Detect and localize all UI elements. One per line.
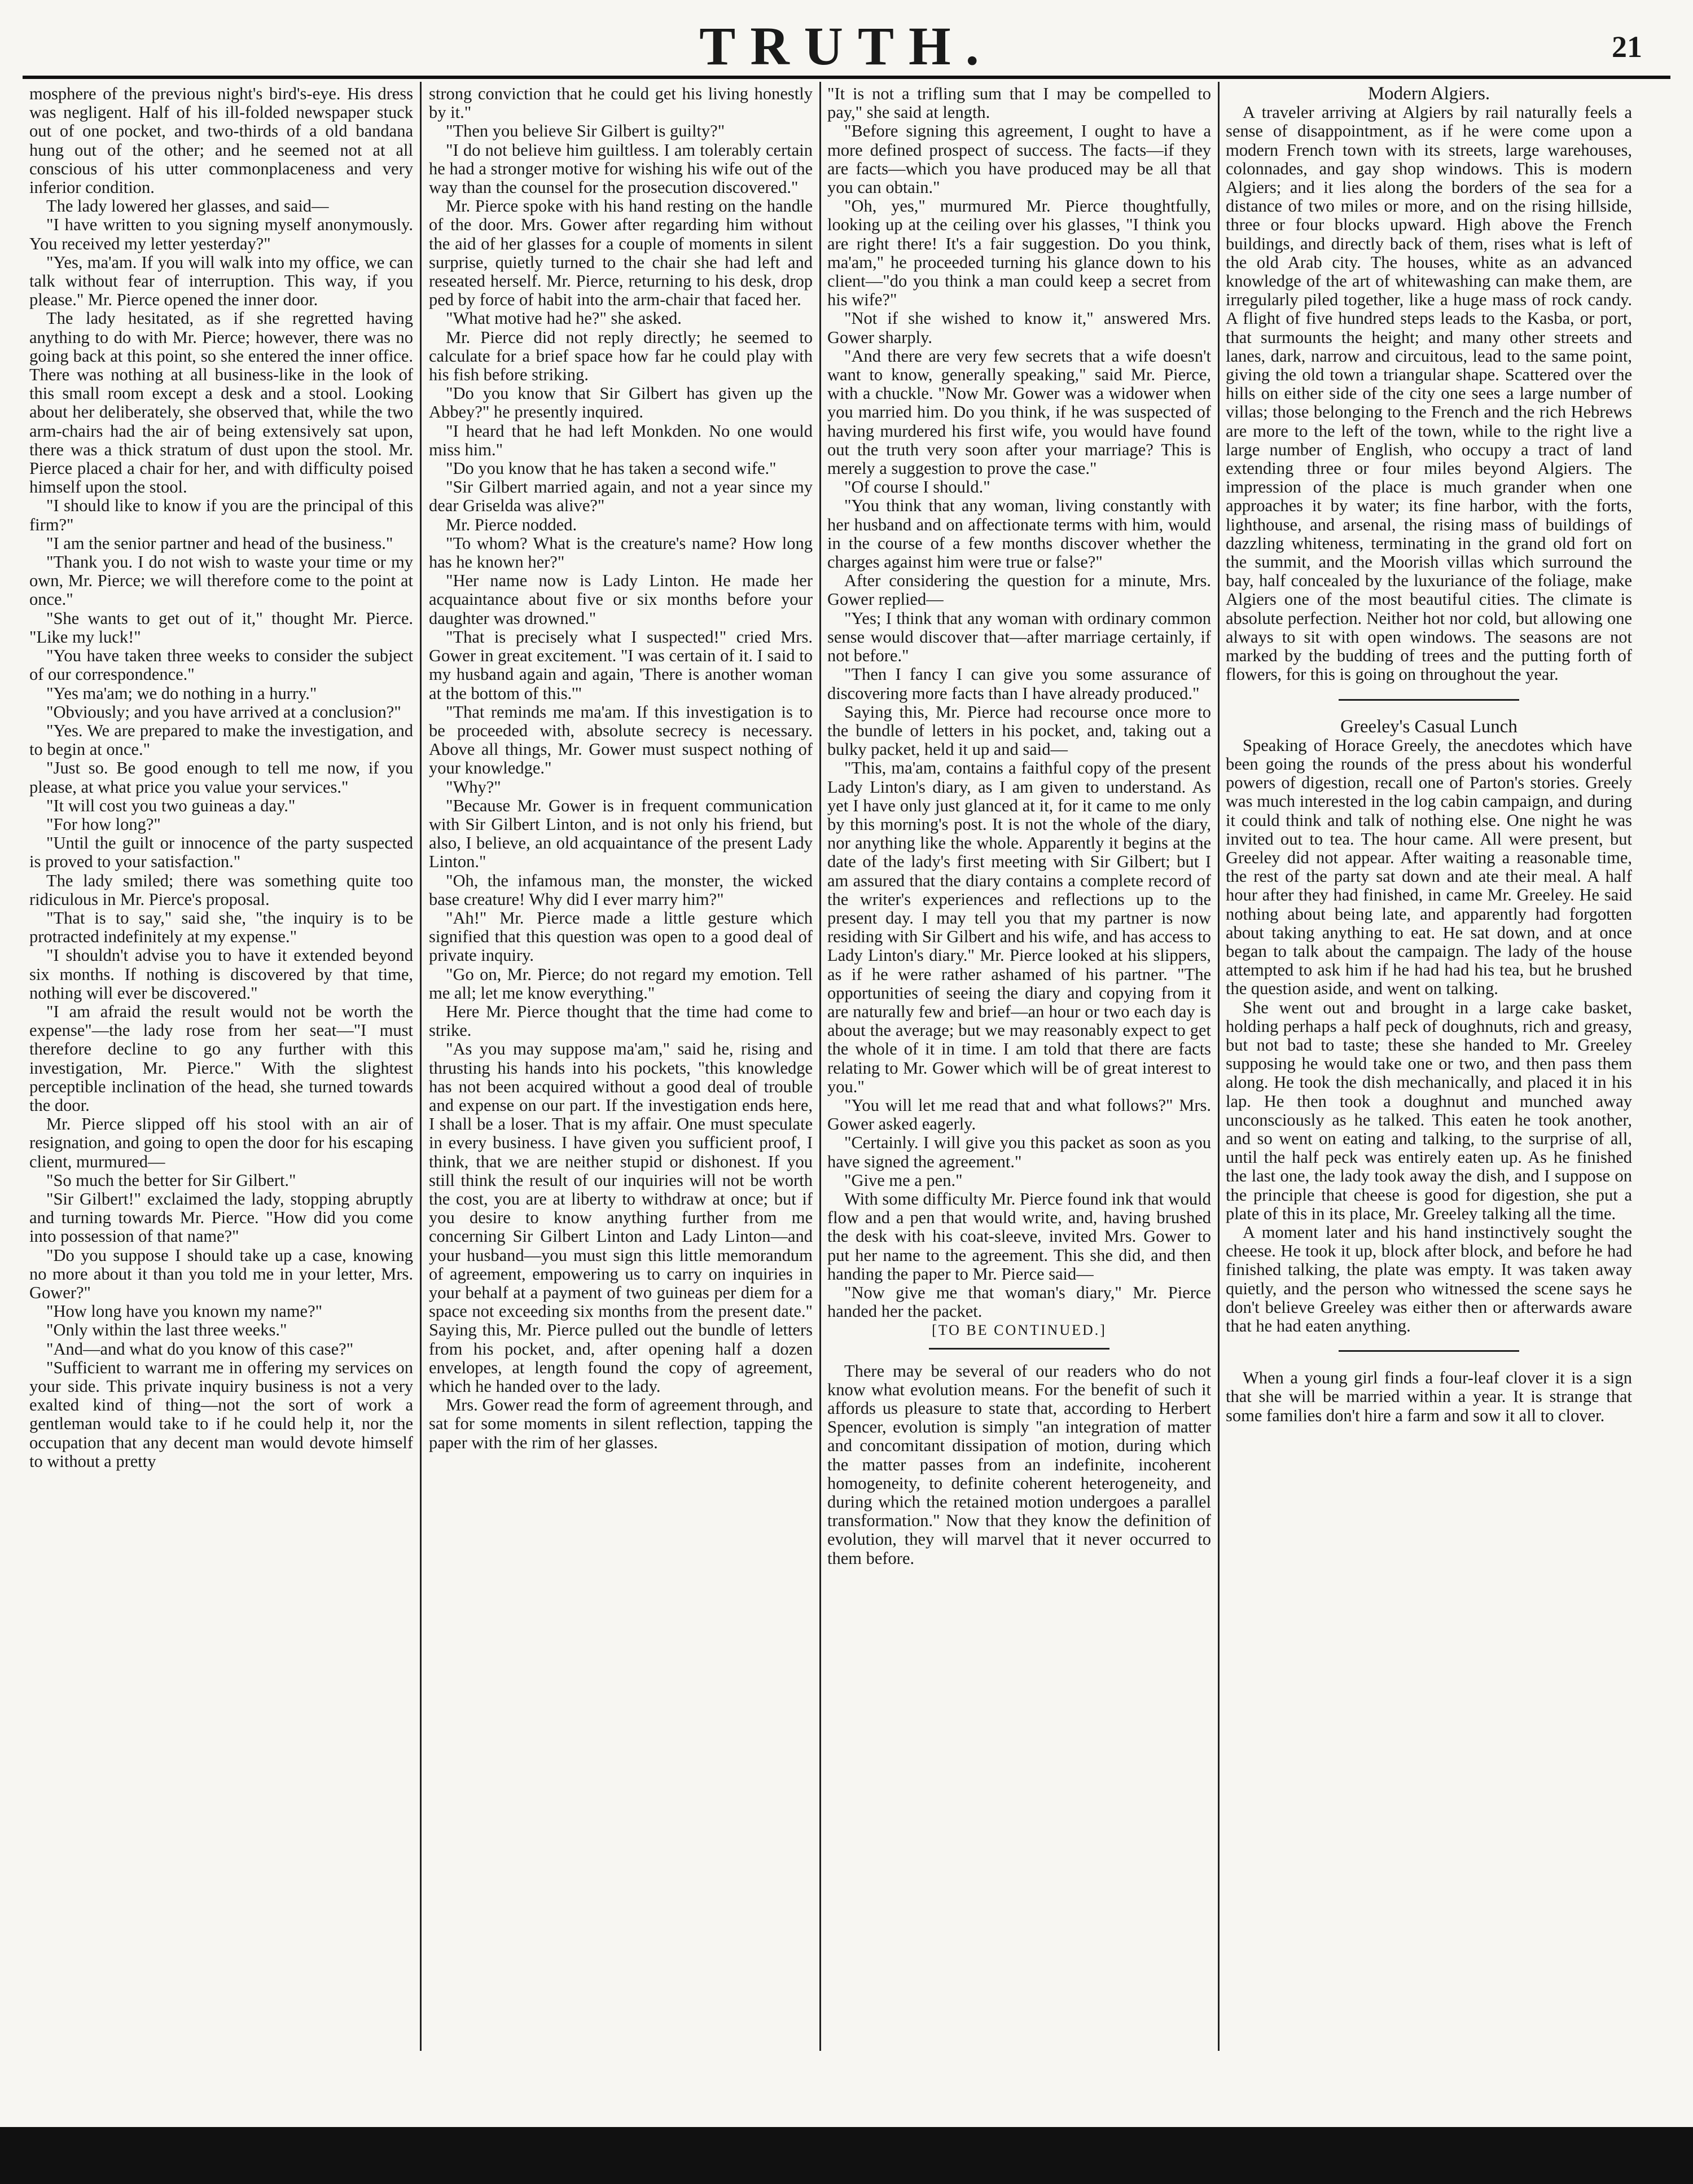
story-paragraph: Mr. Pierce slipped off his stool with an air of resignation, and going to open the door for his escaping client, murmured— (29, 1114, 413, 1171)
story-paragraph: "It will cost you two guineas a day." (46, 796, 296, 815)
story-paragraph: "Before signing this agreement, I ought to have a more defined prospect of success. The facts—if they are facts—which you have produced may be all that you can obtain." (827, 121, 1211, 197)
story-paragraph: "Oh, the infamous man, the monster, the wicked base creature! Why did I ever marry him?" (429, 871, 813, 909)
story-paragraph: "Oh, yes," murmured Mr. Pierce thoughtfully, looking up at the ceiling over his glasses, "I think you are right there! It's a fair suggestion. Do you think, ma'am," he proceeded turning his glance down to his client—"do you think a man could keep a secret from his wife?" (827, 196, 1211, 310)
story-paragraph: "Then I fancy I can give you some assurance of discovering more facts than I have already produced." (827, 665, 1211, 703)
story-paragraph: "Why?" (446, 777, 501, 797)
story-paragraph: "This, ma'am, contains a faithful copy of the present Lady Linton's diary, as I am given to understand. As yet I have only just glanced at it, for it came to me only by this morning's post. It is not the whole of the diary, nor anything like the whole. Apparently it begins at the date of the lady's first meeting with Sir Gilbert; but I am assured that the diary contains a complete record of the writer's experiences and reflections up to the present day. I may tell you that my partner is now residing with Sir Gilbert and his wife, and has access to Lady Linton's diary." Mr. Pierce looked at his slippers, as if he were rather ashamed of his partner. "The opportunities of seeing the diary and copying from it are naturally few and brief—an hour or two each day is about the average; but we may reasonably expect to get the whole of it in time. I am told that there are facts relating to Mr. Gower which will be of great interest to you." (827, 758, 1211, 1096)
story-paragraph: "You think that any woman, living constantly with her husband and on affectionate terms with him, would in the course of a few months discover whether the charges against him were true or false?" (827, 496, 1211, 572)
column-rule-2 (819, 82, 821, 2051)
story-paragraph: After considering the question for a minute, Mrs. Gower replied— (827, 571, 1211, 609)
story-paragraph: "I am afraid the result would not be worth the expense"—the lady rose from her seat—"I must therefore decline to go any further with this investigation, Mr. Pierce." With the slightest perceptible inclination of the head, she turned towards the door. (29, 1001, 413, 1115)
algiers-paragraph: A traveler arriving at Algiers by rail naturally feels a sense of disappointment, as if he were come upon a modern French town with its streets, large warehouses, colonnades, and gay shop windows. This is modern Algiers; and it lies along the borders of the sea for a distance of two miles or more, and on the rising hillside, three or four blocks upward. High above the French buildings, and directly back of them, rises what is left of the old Arab city. The houses, white as an advanced knowledge of the art of whitewashing can make them, are irregularly piled together, like a huge mass of rock candy. A flight of five hundred steps leads to the Kasba, or port, that surmounts the height; and many other streets and lanes, dark, narrow and circuitous, lead to the same point, giving the old town a triangular shape. Scattered over the hills on either side of the city one sees a large number of villas; those belonging to the French and the rich Hebrews are more to the left of the town, while to the right live a large number of English, who occupy a tract of land extending three or four miles beyond Algiers. The impression of the place is much grander when one approaches it by water; its fine harbor, with the forts, lighthouse, and arsenal, the rising mass of buildings of dazzling whiteness, terminating in the grand old fort on the summit, and the Moorish villas which surround the bay, half concealed by the luxuriance of the foliage, make Algiers one of the most beautiful cities. The climate is absolute perfection. Neither hot nor cold, but allowing one always to sit with open windows. The seasons are not marked by the budding of trees and the putting forth of flowers, for this is going on throughout the year. (1226, 103, 1632, 684)
story-paragraph: Here Mr. Pierce thought that the time had come to strike. (429, 1001, 813, 1040)
story-paragraph: "I have written to you signing myself anonymously. You received my letter yesterday?" (29, 215, 413, 253)
story-paragraph: "Until the guilt or innocence of the party suspected is proved to your satisfaction." (29, 833, 413, 872)
story-paragraph: "And—and what do you know of this case?" (46, 1339, 354, 1359)
story-paragraph: "Sir Gilbert married again, and not a year since my dear Griselda was alive?" (429, 477, 813, 516)
story-paragraph: "Because Mr. Gower is in frequent communication with Sir Gilbert Linton, and is not only his friend, but also, I believe, an old acquaintance of the present Lady Linton." (429, 796, 813, 872)
column-3 (827, 85, 1211, 2031)
story-paragraph: "Go on, Mr. Pierce; do not regard my emotion. Tell me all; let me know everything." (429, 964, 813, 1003)
story-paragraph: "Ah!" Mr. Pierce made a little gesture which signified that this question was open to a good deal of private inquiry. (429, 908, 813, 965)
story-paragraph: "It is not a trifling sum that I may be compelled to pay," she said at length. (827, 85, 1211, 122)
greeley-paragraph: Speaking of Horace Greely, the anecdotes which have been going the rounds of the press about his wonderful powers of digestion, recall one of Parton's stories. Greely was much interested in the log cabin campaign, and during it could think and talk of nothing else. One night he was invited out to tea. The hour came. All were present, but Greeley did not appear. After waiting a reasonable time, the rest of the party sat down and ate their meal. A half hour after they had finished, in came Mr. Greeley. He said nothing about being late, and apparently had forgotten about taking anything to eat. He sat down, and at once began to talk about the campaign. The lady of the house attempted to ask him if he had had his tea, but he brushed the question aside, and went on talking. (1226, 735, 1632, 999)
story-paragraph: "Sufficient to warrant me in offering my services on your side. This private inquiry business is not a very exalted kind of thing—not the sort of work a gentleman would take to if he could help it, nor the occupation that any decent man would devote himself to without a pretty (29, 1357, 413, 1471)
story-paragraph: "For how long?" (46, 814, 161, 834)
story-paragraph: Mrs. Gower read the form of agreement through, and sat for some moments in silent reflection, tapping the paper with the rim of her glasses. (429, 1395, 813, 1452)
story-paragraph: "Then you believe Sir Gilbert is guilty?" (446, 121, 725, 141)
story-paragraph: "Not if she wished to know it," answered Mrs. Gower sharply. (827, 309, 1211, 347)
story-paragraph: "That reminds me ma'am. If this investigation is to be proceeded with, absolute secrecy is necessary. Above all things, Mr. Gower must suspect nothing of your knowledge." (429, 702, 813, 778)
story-paragraph: "Obviously; and you have arrived at a conclusion?" (46, 702, 401, 722)
clover-paragraph: When a young girl finds a four-leaf clover it is a sign that she will be married within a year. It is strange that some families don't hire a farm and sow it all to clover. (1226, 1368, 1632, 1425)
story-paragraph: "Yes, ma'am. If you will walk into my office, we can talk without fear of interruption. This way, if you please." Mr. Pierce opened the inner door. (29, 252, 413, 310)
story-paragraph: "Do you know that he has taken a second wife." (446, 459, 777, 478)
story-paragraph: "She wants to get out of it," thought Mr. Pierce. "Like my luck!" (29, 608, 413, 647)
article-divider (929, 1348, 1109, 1350)
story-paragraph: "I am the senior partner and head of the business." (46, 533, 393, 553)
story-paragraph: "Do you suppose I should take up a case, knowing no more about it than you told me in your letter, Mrs. Gower?" (29, 1245, 413, 1302)
story-paragraph: "I should like to know if you are the principal of this firm?" (29, 496, 413, 534)
story-paragraph: "As you may suppose ma'am," said he, rising and thrusting his hands into his pockets, "this knowledge has not been acquired without a good deal of trouble and expense on our part. If the investigation ends here, I shall be a loser. That is my affair. One must speculate in every business. I have given you sufficient proof, I think, that we are neither stupid or dishonest. If you still think the result of our inquiries will not be worth the cost, you are at liberty to withdraw at once; but if you desire to know anything further from me concerning Sir Gilbert Linton and Lady Linton—and your husband—you must sign this little memorandum of agreement, empowering us to carry on inquiries in your behalf at a payment of two guineas per diem for a space not exceeding six months from the present date." Saying this, Mr. Pierce pulled out the bundle of letters from his pocket, and, after opening half a dozen envelopes, at length found the copy of agreement, which he handed over to the lady. (429, 1039, 813, 1396)
story-paragraph: "I do not believe him guiltless. I am tolerably certain he had a stronger motive for wishing his wife out of the way than the counsel for the prosecution discovered." (429, 140, 813, 197)
story-paragraph: "Thank you. I do not wish to waste your time or my own, Mr. Pierce; we will therefore come to the point at once." (29, 552, 413, 609)
story-paragraph: The lady smiled; there was something quite too ridiculous in Mr. Pierce's proposal. (29, 871, 413, 909)
story-paragraph: "How long have you known my name?" (46, 1302, 323, 1321)
story-paragraph: "Of course I should." (844, 477, 990, 497)
story-paragraph: "You have taken three weeks to consider the subject of our correspondence." (29, 646, 413, 684)
story-paragraph: The lady hesitated, as if she regretted having anything to do with Mr. Pierce; however, there was no going back at this point, so she entered the inner office. There was nothing at all business-like in the look of this small room except a desk and a stool. Looking about her deliberately, she observed that, while the two arm-chairs had the air of being extensively sat upon, there was a thick stratum of dust upon the stool. Mr. Pierce placed a chair for her, and with difficulty poised himself upon the stool. (29, 309, 413, 497)
story-paragraph: "What motive had he?" she asked. (446, 309, 682, 328)
column-2 (429, 85, 813, 2031)
story-paragraph: strong conviction that he could get his living honestly by it." (429, 85, 813, 122)
story-paragraph: "Just so. Be good enough to tell me now, if you please, at what price you value your services." (29, 758, 413, 797)
algiers-heading: Modern Algiers. (1367, 85, 1490, 104)
story-paragraph: "Her name now is Lady Linton. He made her acquaintance about five or six months before your daughter was drowned." (429, 571, 813, 628)
story-paragraph: Mr. Pierce nodded. (446, 515, 577, 534)
scan-border (0, 2127, 1693, 2184)
story-paragraph: "To whom? What is the creature's name? How long has he known her?" (429, 533, 813, 572)
masthead-title: TRUTH. (699, 16, 994, 76)
article-divider (1339, 699, 1519, 701)
story-paragraph: "I heard that he had left Monkden. No one would miss him." (429, 421, 813, 459)
story-paragraph: "Yes ma'am; we do nothing in a hurry." (46, 683, 317, 703)
story-paragraph: "I shouldn't advise you to have it extended beyond six months. If nothing is discovered by that time, nothing will ever be discovered." (29, 946, 413, 1003)
evolution-paragraph: There may be several of our readers who do not know what evolution means. For the benefit of such it affords us pleasure to state that, according to Herbert Spencer, evolution is simply "an integration of matter and concomitant dissipation of motion, during which the matter passes from an indefinite, incoherent homogeneity, to definite coherent heterogeneity, and during which the retained motion undergoes a parallel transformation." Now that they know the definition of evolution, they will marvel that it never occurred to them before. (827, 1361, 1211, 1568)
story-paragraph: "And there are very few secrets that a wife doesn't want to know, generally speaking," said Mr. Pierce, with a chuckle. "Now Mr. Gower was a widower when you married him. Do you think, if he was suspected of having murdered his first wife, you would have found out the truth very soon after your marriage? This is merely a suggestion to prove the case." (827, 346, 1211, 478)
story-paragraph: Mr. Pierce did not reply directly; he seemed to calculate for a brief space how far he could play with his fish before striking. (429, 327, 813, 385)
column-rule-1 (420, 82, 422, 2051)
story-paragraph: mosphere of the previous night's bird's-eye. His dress was negligent. Half of his ill-folded newspaper stuck out of one pocket, and two-thirds of a old bandana hung out of the other; and he seemed not at all conscious of his utter commonplaceness and very inferior condition. (29, 85, 413, 197)
story-paragraph: Mr. Pierce spoke with his hand resting on the handle of the door. Mrs. Gower after regarding him without the aid of her glasses for a couple of moments in silent surprise, quietly turned to the chair she had left and reseated herself. Mr. Pierce, returning to his desk, drop ped by force of habit into the arm-chair that faced her. (429, 196, 813, 310)
column-rule-3 (1218, 82, 1220, 2051)
story-paragraph: "Certainly. I will give you this packet as soon as you have signed the agreement." (827, 1133, 1211, 1171)
greeley-heading: Greeley's Casual Lunch (1340, 716, 1517, 737)
story-paragraph: "That is to say," said she, "the inquiry is to be protracted indefinitely at my expense." (29, 908, 413, 947)
column-4 (1226, 85, 1632, 2031)
story-paragraph: "Only within the last three weeks." (46, 1320, 287, 1340)
story-paragraph: "Sir Gilbert!" exclaimed the lady, stopping abruptly and turning towards Mr. Pierce. "How did you come into possession of that name?" (29, 1189, 413, 1246)
story-paragraph: "So much the better for Sir Gilbert." (46, 1170, 296, 1190)
story-paragraph: "You will let me read that and what follows?" Mrs. Gower asked eagerly. (827, 1095, 1211, 1134)
masthead-rule (23, 76, 1670, 79)
story-paragraph: With some difficulty Mr. Pierce found ink that would flow and a pen that would write, and, having brushed the desk with his coat-sleeve, invited Mrs. Gower to put her name to the agreement. This she did, and then handing the paper to Mr. Pierce said— (827, 1189, 1211, 1284)
story-paragraph: The lady lowered her glasses, and said— (46, 196, 329, 216)
greeley-paragraph: A moment later and his hand instinctively sought the cheese. He took it up, block after block, and before he had finished talking, the plate was empty. It was taken away quietly, and the person who witnessed the scene says he don't believe Greeley was either then or afterwards aware that he had eaten anything. (1226, 1222, 1632, 1335)
story-paragraph: "Give me a pen." (844, 1170, 963, 1190)
page-number: 21 (1612, 30, 1642, 64)
story-paragraph: "Yes; I think that any woman with ordinary common sense would discover that—after marriage certainly, if not before." (827, 608, 1211, 666)
story-paragraph: "Yes. We are prepared to make the investigation, and to begin at once." (29, 720, 413, 759)
story-paragraph: "That is precisely what I suspected!" cried Mrs. Gower in great excitement. "I was certain of it. I said to my husband again and again, 'There is another woman at the bottom of this.'" (429, 627, 813, 703)
story-paragraph: "Now give me that woman's diary," Mr. Pierce handed her the packet. (827, 1283, 1211, 1321)
article-divider (1339, 1350, 1519, 1352)
to-be-continued: [TO BE CONTINUED.] (932, 1322, 1107, 1339)
column-1 (29, 85, 413, 2031)
story-paragraph: "Do you know that Sir Gilbert has given up the Abbey?" he presently inquired. (429, 384, 813, 422)
story-paragraph: Saying this, Mr. Pierce had recourse once more to the bundle of letters in his pocket, and, taking out a bulky packet, held it up and said— (827, 702, 1211, 759)
greeley-paragraph: She went out and brought in a large cake basket, holding perhaps a half peck of doughnuts, rich and greasy, but not bad to taste; these she handed to Mr. Greeley supposing he would take one or two, and then pass them along. He took the dish mechanically, and placed it in his lap. He then took a doughnut and munched away unconsciously as he talked. This eaten he took another, and so went on eating and talking, to the surprise of all, until the half peck was entirely eaten up. As he finished the last one, the lady took away the dish, and I suppose on the principle that cheese is good for digestion, she put a plate of this in its place, Mr. Greeley talking all the time. (1226, 997, 1632, 1223)
